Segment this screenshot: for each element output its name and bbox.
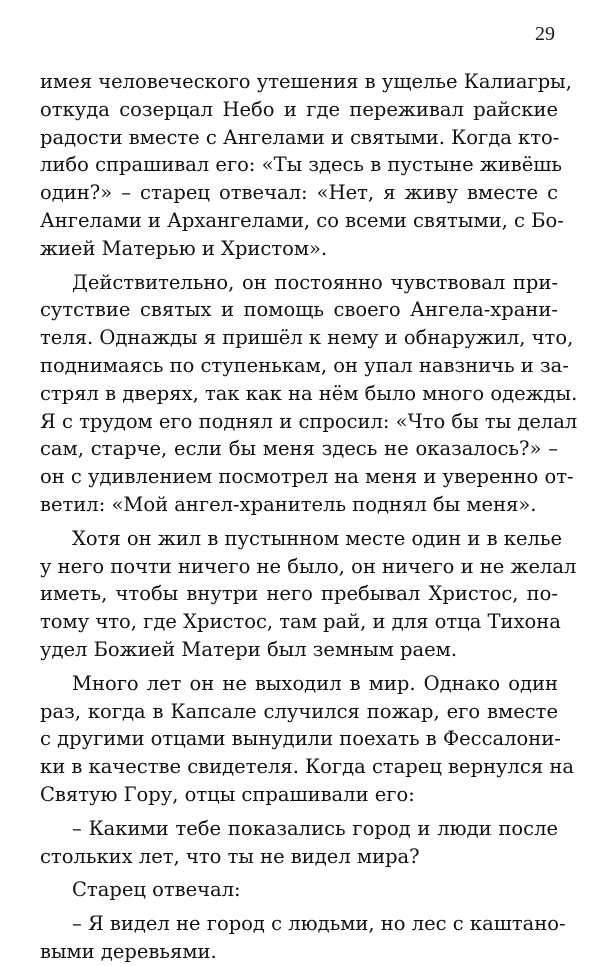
text-line: Я с трудом его поднял и спросил: «Что бы ты делал xyxy=(40,409,578,433)
paragraph-5 xyxy=(40,815,558,871)
text-line: один?» – старец отвечал: «Нет, я живу вместе с xyxy=(40,181,558,205)
text-line: Хотя он жил в пустынном месте один и в келье xyxy=(72,526,563,550)
text-line: Действительно, он постоянно чувствовал при- xyxy=(72,270,558,294)
text-line: ветил: «Мой ангел-хранитель поднял бы меня». xyxy=(40,492,537,516)
text-line: – Какими тебе показались город и люди после xyxy=(72,816,558,840)
text-line: стрял в дверях, так как на нём было много одежды. xyxy=(40,381,578,405)
paragraph-6 xyxy=(40,876,558,904)
text-line: радости вместе с Ангелами и святыми. Когда кто- xyxy=(40,125,560,149)
text-line: раз, когда в Капсале случился пожар, его вместе xyxy=(40,699,558,723)
text-line: сам, старче, если бы меня здесь не оказалось?» – xyxy=(40,437,558,461)
text-line: Старец отвечал: xyxy=(72,878,241,902)
text-line: жией Матерью и Христом». xyxy=(40,236,328,260)
text-line: у него почти ничего не было, он ничего и не желал xyxy=(40,554,577,578)
text-line: тому что, где Христос, там рай, и для отца Тихона xyxy=(40,610,561,634)
body-text xyxy=(40,68,578,966)
text-line: – Я видел не город с людьми, но лес с каштано- xyxy=(72,912,566,936)
text-line: иметь, чтобы внутри него пребывал Христос, по- xyxy=(40,582,558,606)
text-line: сутствие святых и помощь своего Ангела-храни- xyxy=(40,298,558,322)
text-line: с другими отцами вынудили поехать в Фессалони- xyxy=(40,727,561,751)
text-line: имея человеческого утешения в ущелье Калиагры, xyxy=(40,70,572,93)
paragraph-1 xyxy=(40,68,572,263)
text-line: Ангелами и Архангелами, со всеми святыми, с Бо- xyxy=(40,208,564,232)
text-line: выми деревьями. xyxy=(40,939,217,963)
text-line: он с удивлением посмотрел на меня и уверенно от- xyxy=(40,465,574,489)
paragraph-4 xyxy=(40,670,574,809)
paragraph-2 xyxy=(40,269,578,519)
page-number: 29 xyxy=(535,23,555,45)
paragraph-3 xyxy=(40,525,577,664)
text-line: стольких лет, что ты не видел мира? xyxy=(40,844,420,868)
paragraph-7 xyxy=(40,910,566,966)
text-line: теля. Однажды я пришёл к нему и обнаружил, что, xyxy=(40,326,574,350)
text-line: поднимаясь по ступенькам, он упал навзничь и за- xyxy=(40,353,569,377)
text-line: либо спрашивал его: «Ты здесь в пустыне живёшь xyxy=(40,153,563,177)
text-line: Много лет он не выходил в мир. Однако один xyxy=(72,671,558,695)
text-line: откуда созерцал Небо и где переживал райские xyxy=(40,97,558,121)
text-line: удел Божией Матери был земным раем. xyxy=(40,637,458,661)
text-line: ки в качестве свидетеля. Когда старец вернулся на xyxy=(40,755,574,779)
text-line: Святую Гору, отцы спрашивали его: xyxy=(40,782,415,806)
